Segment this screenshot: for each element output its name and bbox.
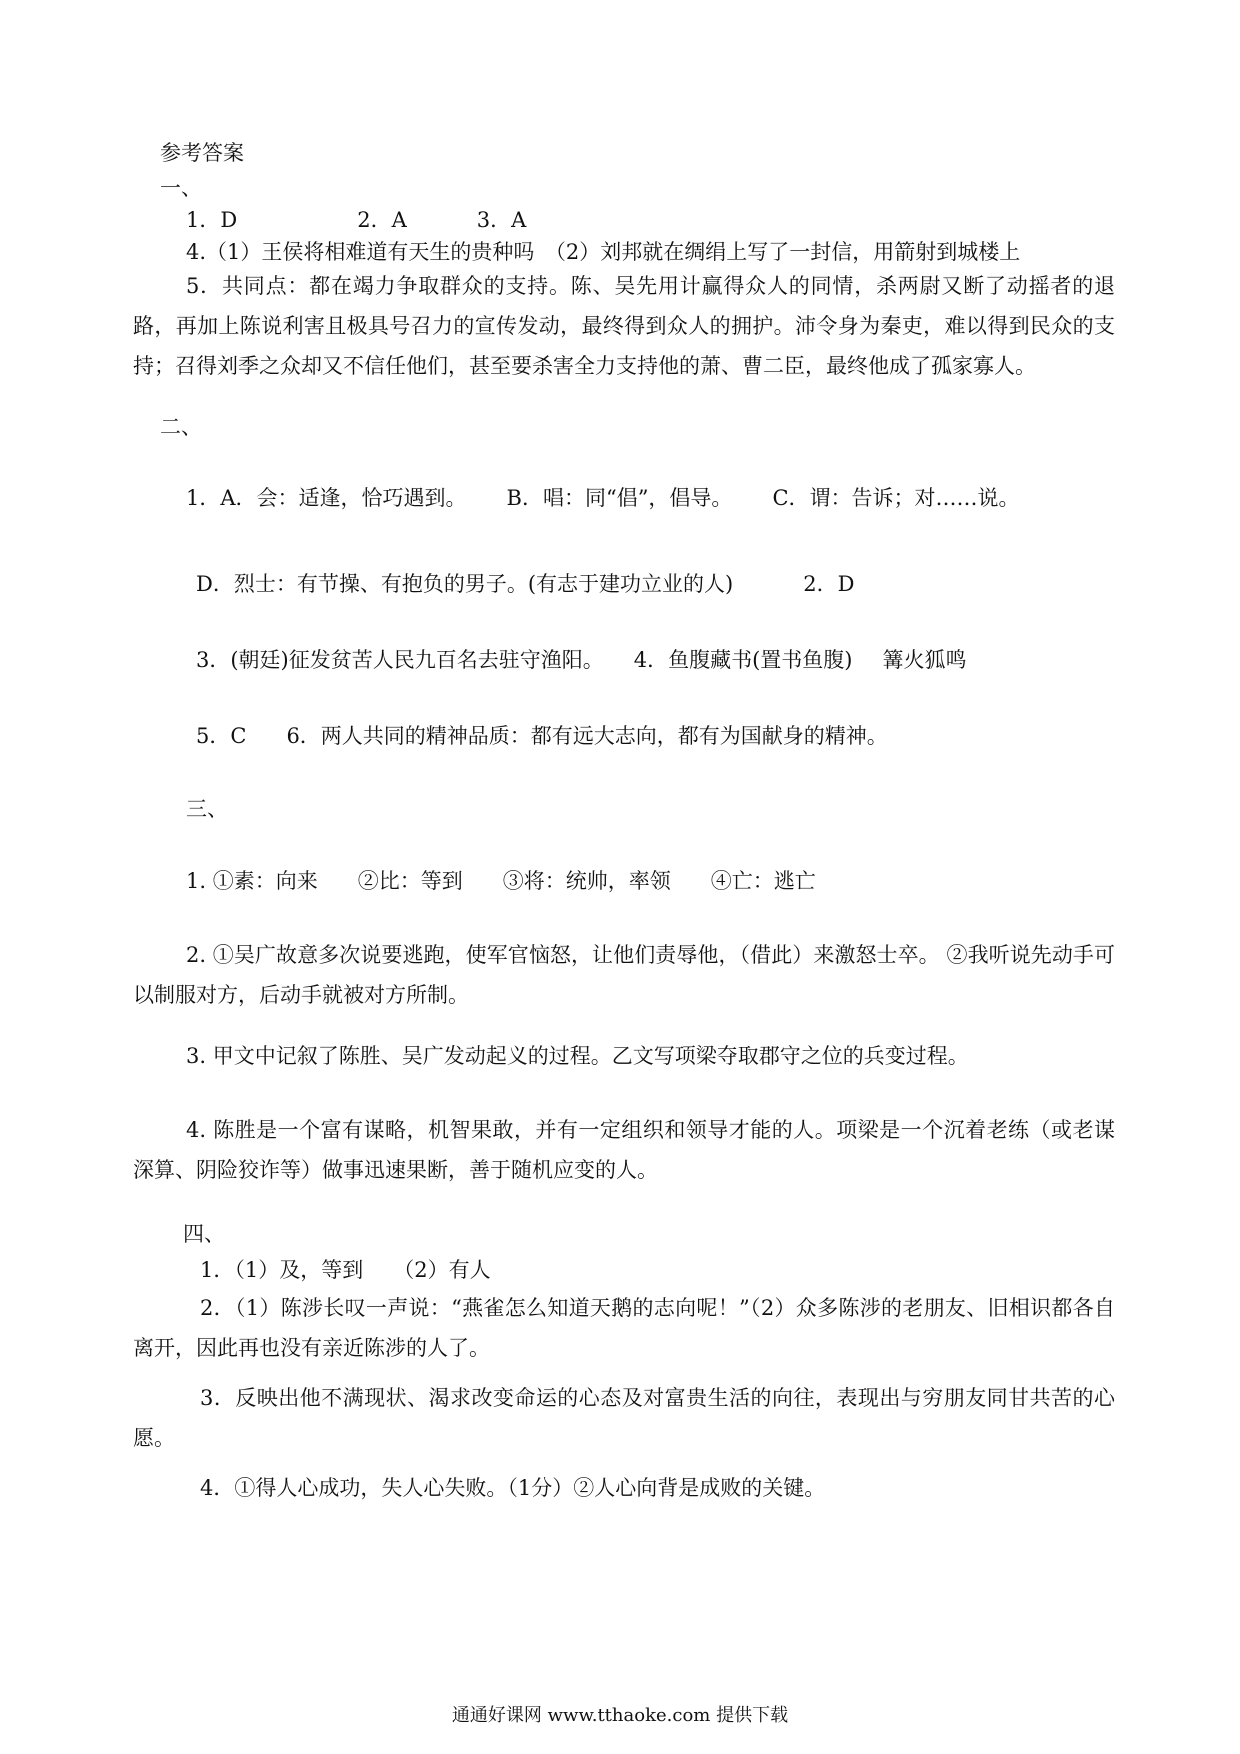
answer-row (196, 722, 888, 750)
answer-2-3: 3．(朝廷)征发贫苦人民九百名去驻守渔阳。 (196, 648, 604, 672)
answer-3-1c: ③将：统帅，率领 (502, 869, 671, 893)
answer-2-1c: C．谓：告诉；对……说。 (772, 486, 1020, 510)
section-heading-1: 一、 (160, 176, 202, 200)
answer-1-4: 4.（1）王侯将相难道有天生的贵种吗 （2）刘邦就在绸绢上写了一封信，用箭射到城楼上 (186, 240, 1021, 264)
page-footer: 通通好课网 www.tthaoke.com 提供下载 (451, 1705, 789, 1726)
answer-1-5: 5．共同点：都在竭力争取群众的支持。陈、吴先用计赢得众人的同情，杀两尉又断了动摇者的退路，再加上陈说利害且极具号召力的宣传发动，最终得到众人的拥护。沛令身为秦吏，难以得到民众的支持；召得刘季之众却又不信任他们，甚至要杀害全力支持他的萧、曹二臣，最终他成了孤家寡人。 (133, 274, 1115, 378)
answer-3-1d: ④亡：逃亡 (710, 869, 816, 893)
answer-1-2: 2．A (357, 208, 407, 232)
answer-2-4b: 篝火狐鸣 (882, 648, 967, 672)
section-heading-2: 二、 (160, 415, 202, 439)
answer-2-5: 5．C (196, 724, 247, 748)
answer-row (186, 867, 816, 895)
answer-2-6: 6．两人共同的精神品质：都有远大志向，都有为国献身的精神。 (286, 724, 888, 748)
answer-2-1a: 1．A．会：适逢，恰巧遇到。 (186, 486, 467, 510)
answer-1-1: 1．D (186, 208, 238, 232)
page-title: 参考答案 (160, 141, 244, 165)
answer-4-3: 3．反映出他不满现状、渴求改变命运的心态及对富贵生活的向往，表现出与穷朋友同甘共苦的心愿。 (133, 1386, 1115, 1450)
answer-2-1b: B．唱：同“倡”，倡导。 (506, 486, 733, 510)
answer-4-2: 2．（1）陈涉长叹一声说：“燕雀怎么知道天鹅的志向呢！”（2）众多陈涉的老朋友、旧相识都各自离开，因此再也没有亲近陈涉的人了。 (133, 1296, 1115, 1360)
answer-row (186, 206, 526, 234)
answer-3-1a: 1. ①素：向来 (186, 869, 318, 893)
answer-3-3: 3. 甲文中记叙了陈胜、吴广发动起义的过程。乙文写项梁夺取郡守之位的兵变过程。 (186, 1044, 969, 1068)
answer-1-3: 3．A (476, 208, 527, 232)
answer-row (196, 646, 967, 674)
answer-2-4: 4．鱼腹藏书(置书鱼腹) (633, 648, 853, 672)
answer-4-4: 4．①得人心成功，失人心失败。（1分）②人心向背是成败的关键。 (200, 1476, 826, 1500)
answer-4-1a: 1．（1）及，等到 (200, 1258, 364, 1282)
answer-row (186, 484, 1020, 512)
answer-3-2: 2. ①吴广故意多次说要逃跑，使军官恼怒，让他们责辱他，（借此）来激怒士卒。 ②我听说先动手可以制服对方，后动手就被对方所制。 (133, 943, 1115, 1007)
answer-row (200, 1256, 491, 1284)
answer-4-1b: （2）有人 (393, 1258, 491, 1282)
answer-3-4: 4. 陈胜是一个富有谋略，机智果敢，并有一定组织和领导才能的人。项梁是一个沉着老练（或老谋深算、阴险狡诈等）做事迅速果断，善于随机应变的人。 (133, 1118, 1115, 1182)
answer-2-2: 2．D (803, 572, 855, 596)
answer-2-1d: D．烈士：有节操、有抱负的男子。(有志于建功立业的人) (196, 572, 734, 596)
section-heading-3: 三、 (186, 797, 228, 821)
answer-row (196, 570, 854, 598)
section-heading-4: 四、 (183, 1222, 225, 1246)
answer-3-1b: ②比：等到 (357, 869, 463, 893)
